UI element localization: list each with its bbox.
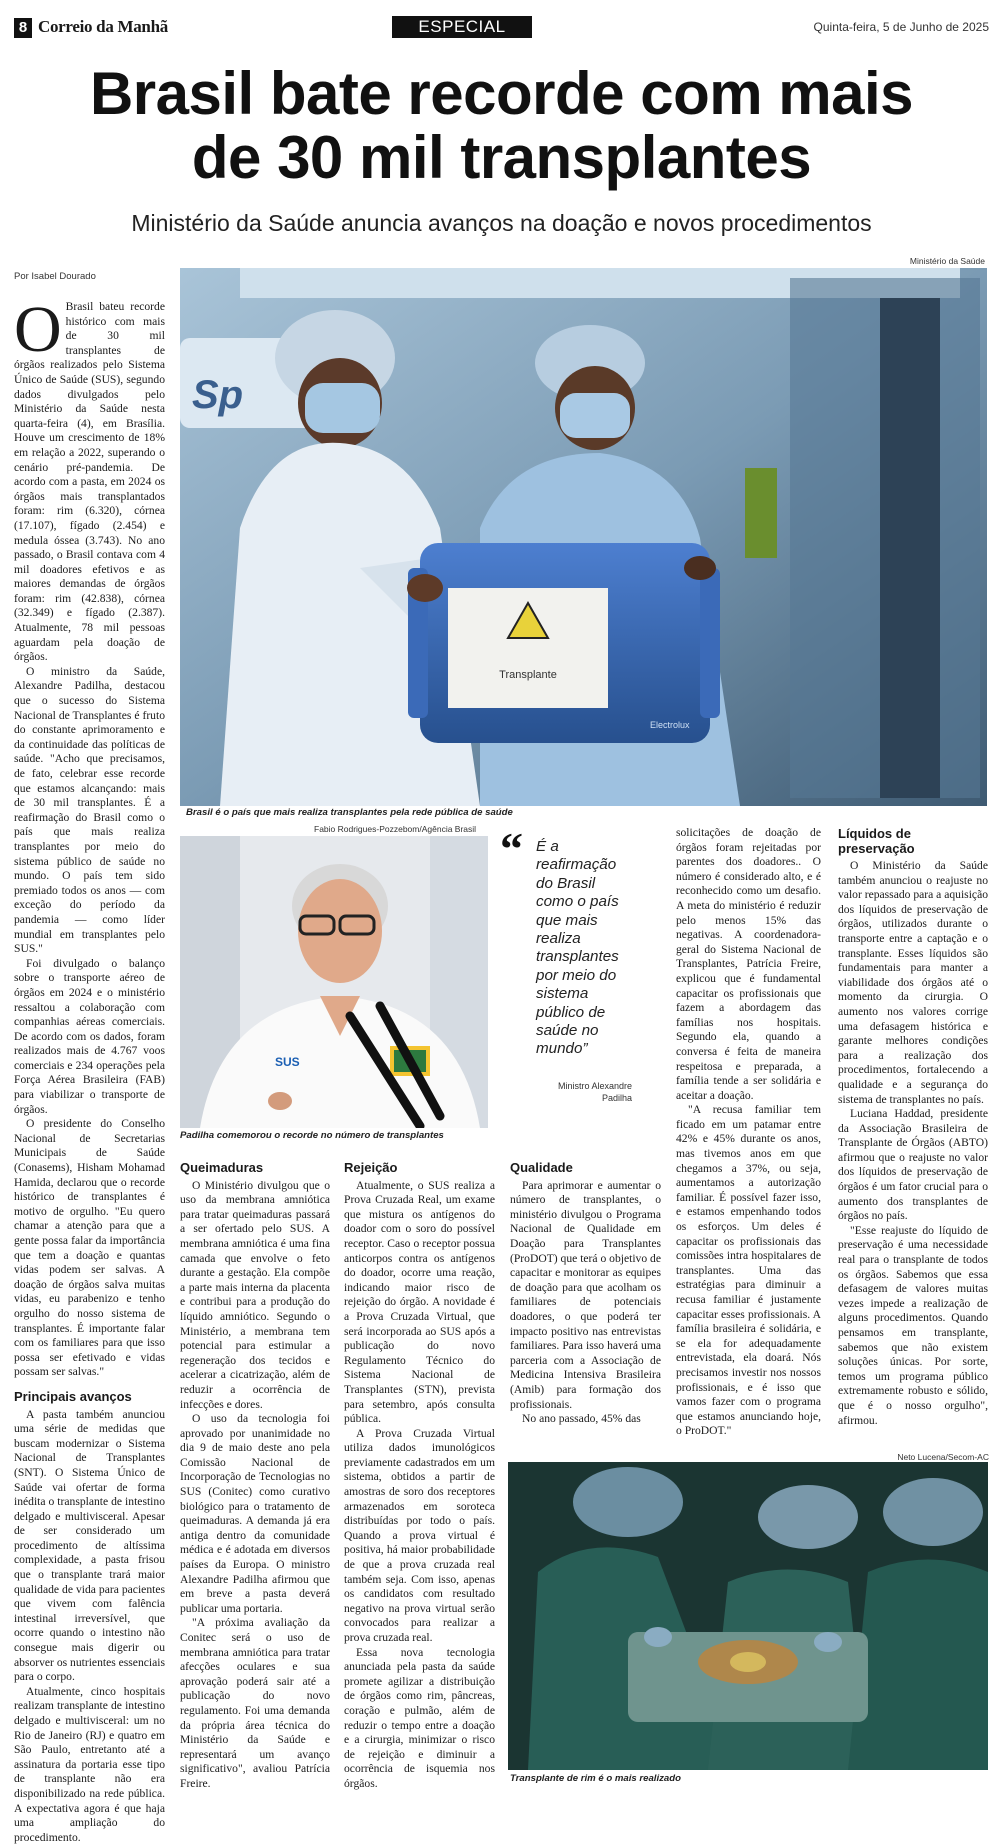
article-column-5 <box>838 826 988 1428</box>
masthead-bar <box>14 16 989 40</box>
section-heading: Rejeição <box>344 1160 398 1175</box>
headline <box>0 62 1003 190</box>
article-column-2 <box>180 1161 330 1792</box>
paragraph: Foi divulgado o balanço sobre o transporte aéreo de órgãos em 2024 e o ministério ressaltou a colaboração com companhias aéreas comerciais. De acordo com os dados, foram realizados mais de 4.767 voos comerciais e 234 operações pela Força Aérea Brasileira (FAB) para viabilizar o transporte de órgãos. <box>14 956 165 1116</box>
page-number: 8 <box>14 18 32 38</box>
article-column-3 <box>344 1161 495 1792</box>
paragraph: "Esse reajuste do líquido de preservação é uma necessidade real para o transplante de todos os órgãos. Sabemos que essa defasagem de valores muitas vezes impede a realização de alguns procedimentos. Quando pensamos em transplante, sabemos que não existem soluções únicas. Por sorte, temos um programa público extremamente robusto e sólido, que é o nosso orgulho", afirmou. <box>838 1223 988 1427</box>
drop-cap: O <box>14 293 62 366</box>
quote-author <box>558 1080 632 1104</box>
paragraph: A pasta também anunciou uma série de medidas que buscam modernizar o Sistema Nacional de Transplantes (SNT). O Sistema Único de Saúde vai ofertar de forma inédita o transplante de intestino delgado e multivisceral. Apesar de ser considerado um procedimento de altíssima complexidade, a pasta frisou que o transplante trará maior qualidade de vida para pacientes que vivem com falência intestinal irreversível, que ocorre quando o intestino não consegue mais digerir ou absorver os nutrientes essenciais para o corpo. <box>14 1407 165 1684</box>
quote-text: É a reafirmação do Brasil como o país que mais realiza transplantes por meio do sistema público de saúde no mundo” <box>536 838 619 1058</box>
section-heading-line-1: Líquidos de <box>838 826 911 841</box>
paragraph: O Ministério da Saúde também anunciou o reajuste no valor repassado para a aquisição dos líquidos de preservação de órgãos, utilizados durante o transporte entre a captação e o transplante. Esses líquidos são fundamentais para manter a viabilidade dos órgãos até o momento da cirurgia. O aumento nos valores corrige uma defasagem histórica e garante melhores condições para a realização dos procedimentos, fortalecendo a qualidade e a segurança do sistema de transplantes no país. <box>838 859 989 1106</box>
paragraph: "A próxima avaliação da Conitec será o uso de membrana amniótica para tratar afecções oculares e sua aprovação poderá sair até a publicação do novo regulamento. Foi uma demanda da própria área técnica do Ministério da Saúde e representará um avanço significativo", avaliou Patrícia Freire. <box>180 1616 330 1790</box>
article-column-4 <box>510 1161 661 1427</box>
newspaper-name: Correio da Manhã <box>38 17 168 36</box>
lead-paragraph: Brasil bateu recorde histórico com mais de 30 mil transplantes de órgãos realizados pelo Sistema Único de Saúde (SUS), segundo dados divulgados pelo Ministério da Saúde nesta quarta-feira (4), em Brasília. Houve um crescimento de 18% em relação a 2022, superando o cenário pré-pandemia. De acordo com a pasta, em 2024 os órgãos mais transplantados foram: rim (6.320), córnea (17.107), fígado (2.454) e medula óssea (3.743). No ano passado, o Brasil contava com 4 mil doadores efetivos e as maiores demandas de órgãos foram: rim (42.838), córnea (32.349) e fígado (2.387). Atualmente, 78 mil pessoas aguardam pela doação de órgãos. <box>14 300 165 664</box>
surgery-photo-caption: Transplante de rim é o mais realizado <box>510 1773 681 1784</box>
paragraph: Para aprimorar e aumentar o número de transplantes, o ministério divulgou o Programa Nacional de Qualidade em Doação para Transplantes (ProDOT) que terá o objetivo de capacitar e monitorar as equipes de doação para que acolham os familiares de potenciais doadores, o que poderá ter impacto positivo nas entrevistas familiares. Para isso haverá uma parceria com a Associação de Medicina Intensiva Brasileira (Amib) para formação dos profissionais. <box>510 1178 661 1411</box>
quote-author-line-1: Ministro Alexandre <box>557 1081 632 1091</box>
headline-line-1: Brasil bate recorde com mais <box>89 60 914 127</box>
pull-quote <box>500 823 632 1122</box>
paragraph: O ministro da Saúde, Alexandre Padilha, destacou que o sucesso do Sistema Nacional de Transplantes é fruto do constante aprimoramento e da continuidade das políticas de saúde. "Acho que precisamos, de fato, celebrar esse recorde que estamos alcançando: mais de 30 mil transplantes. É a reafirmação do Brasil como o país que mais realiza transplantes por meio do sistema público de saúde no mundo. O país tem sido premiado todos os anos — com exceção do período da pandemia — como líder mundial em transplantes pelo SUS." <box>14 664 165 956</box>
paragraph: O presidente do Conselho Nacional de Secretarias Municipais de Saúde (Conasems), Hisham Mohamad Hamida, declarou que o recorde histórico de transplantes é motivo de orgulho. "Eu quero chamar a atenção para que a gente possa falar da importância que tem a doação e quantas vidas podem ser salvas. A doação de órgãos salva muitas vidas, eu parabenizo e tenho orgulho do nosso sistema de transplantes. É importante falar com os familiares para que isso possa ser efetivado e vidas possam ser salvas." <box>14 1117 165 1379</box>
section-heading: Queimaduras <box>180 1160 264 1175</box>
quote-author-line-2: Padilha <box>601 1093 632 1103</box>
minister-vest-logo: SUS <box>275 1055 300 1069</box>
box-brand: Electrolux <box>650 720 690 730</box>
minister-photo-credit: Fabio Rodrigues-Pozzebom/Agência Brasil <box>314 824 477 834</box>
main-photo <box>180 268 987 806</box>
section-heading: Principais avanços <box>14 1388 132 1404</box>
paragraph: solicitações de doação de órgãos foram rejeitadas por parentes dos doadores.. O número é considerado alto, e é reconhecido como um desafio. A meta do ministério é reduzir pelo menos 15% das negativas. A coordenadora-geral do Sistema Nacional de Transplantes, Patrícia Freire, explicou que é fundamental capacitar os profissionais que fazem a abordagem das famílias nos hospitais. Segundo ela, quando a conversa é feita de maneira respeitosa e preparada, a família tende a ser solidária e aceitar a doação. <box>676 826 821 1102</box>
subheadline: Ministério da Saúde anuncia avanços na doação e novos procedimentos <box>131 210 872 236</box>
paragraph: Atualmente, o SUS realiza a Prova Cruzada Real, um exame que mistura os antígenos do doador com o soro do possível receptor. Caso o receptor possua anticorpos contra os antígenos do doador, ocorre uma reação, indicando maior risco de rejeição do órgão. A novidade é a Prova Cruzada Virtual, que será incorporada ao SUS após a publicação do novo Regulamento Técnico do Sistema Nacional de Transplantes (STN), prevista para setembro, após consulta pública. <box>344 1178 495 1426</box>
box-label: Transplante <box>499 669 557 681</box>
paragraph: Luciana Haddad, presidente da Associação Brasileira de Transplante de Órgãos (ABTO) afirmou que o reajuste no valor dos líquidos de preservação de órgãos é um fator crucial para o aumento dos transplantes de órgãos no país. <box>838 1107 988 1223</box>
minister-photo-caption: Padilha comemorou o recorde no número de transplantes <box>180 1130 444 1141</box>
paragraph: "A recusa familiar tem ficado em um patamar entre 42% e 45% durante os anos, mas tivemos anos em que chegamos a 37%, ou seja, aumentamos a autorização familiar. É possível fazer isso, e estamos empenhando todos os esforços. Um deles é capacitar os profissionais das comissões intra hospitalares de transplantes. Uma das estratégias para diminuir a recusa familiar é justamente capacitar esses profissionais. A família brasileira é solidária, e se ela for adequadamente entrevistada, ela doará. Nós precisamos investir nos nossos profissionais, e é isso que vamos fazer com o programa que estamos anunciando hoje, o ProDOT." <box>676 1103 821 1438</box>
issue-date: Quinta-feira, 5 de Junho de 2025 <box>813 20 989 34</box>
surgery-photo-credit: Neto Lucena/Secom-AC <box>897 1452 989 1462</box>
paragraph: O Ministério divulgou que o uso da membrana amniótica para tratar queimaduras passará a ser ofertado pelo SUS. A membrana amniótica é uma fina camada que envolve o feto durante a gestação. Ela compõe a parte mais interna da placenta e contribui para a produção do líquido amniótico. Segundo o Ministério, a membrana tem potencial para estimular a regeneração dos tecidos e acelerar a cicatrização, além de reduzir a ocorrência de infecções e dores. <box>180 1178 330 1411</box>
article-column-1 <box>14 293 165 1845</box>
minister-photo <box>180 836 488 1128</box>
section-heading: Qualidade <box>510 1160 573 1175</box>
paragraph: O uso da tecnologia foi aprovado por unanimidade no dia 9 de maio deste ano pela Comissão Nacional de Incorporação de Tecnologias no SUS (Conitec) como curativo biológico para o tratamento de queimaduras. A demanda já era antiga dentro da comunidade médica e é adotada em diversos países da Europa. O ministro Alexandre Padilha afirmou que em breve a pasta deverá publicar uma portaria. <box>180 1412 330 1615</box>
paragraph: No ano passado, 45% das <box>522 1412 641 1426</box>
paragraph: Essa nova tecnologia anunciada pela pasta da saúde promete agilizar a distribuição de órgãos como rim, pâncreas, coração e pulmão, além de reduzir o tempo entre a doação e a cirurgia, minimizar o risco de rejeição e diminuir a ocorrência de isquemia nos órgãos. <box>344 1645 495 1790</box>
paragraph: Atualmente, cinco hospitais realizam transplante de intestino delgado e multivisceral: um no Rio de Janeiro (RJ) e quatro em São Paulo, entretanto até a assinatura da portaria esse tipo de transplante não era disponibilizado na rede pública. A expectativa agora é que haja uma ampliação do procedimento. <box>14 1684 165 1844</box>
paragraph: A Prova Cruzada Virtual utiliza dados imunológicos previamente cadastrados em um sistema, obtidos a partir de amostras de soro dos receptores armazenados em soroteca distribuídas por todo o país. Quando a prova virtual é positiva, há maior probabilidade de que a prova cruzada real também seja. Com isso, apenas os candidatos com resultado negativo na prova virtual serão convocados para realizar a prova cruzada real. <box>344 1426 495 1644</box>
section-label: ESPECIAL <box>392 16 532 38</box>
main-photo-credit: Ministério da Saúde <box>909 256 985 266</box>
svg-text:Sp: Sp <box>192 373 244 417</box>
article-column-4-continued <box>676 826 821 1439</box>
quote-mark-icon: “ <box>500 823 523 874</box>
surgery-photo <box>508 1462 988 1770</box>
byline: Por Isabel Dourado <box>14 271 96 282</box>
section-heading <box>838 826 988 856</box>
main-photo-caption: Brasil é o país que mais realiza transplantes pela rede pública de saúde <box>186 807 513 818</box>
headline-line-2: de 30 mil transplantes <box>191 124 812 191</box>
section-heading-line-2: preservação <box>838 841 915 856</box>
